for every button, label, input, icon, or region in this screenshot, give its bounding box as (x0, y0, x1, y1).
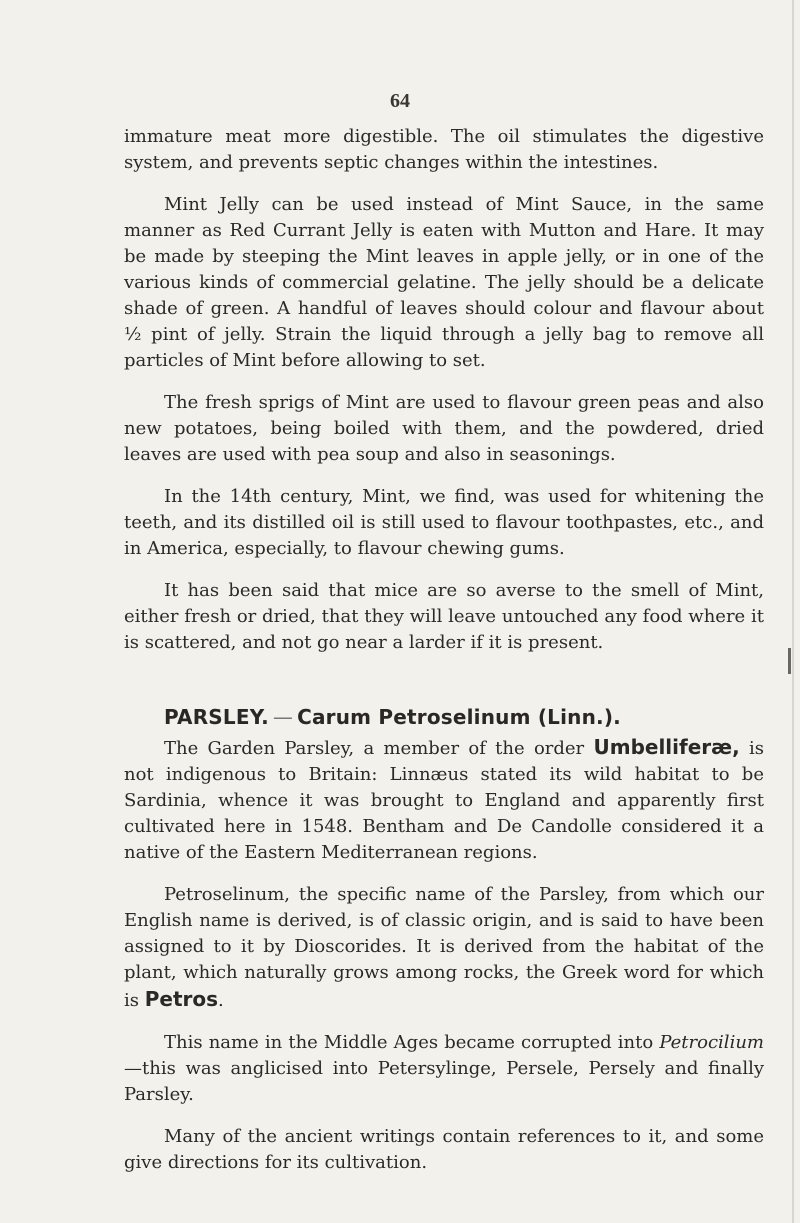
section-heading-name: PARSLEY. (164, 705, 269, 729)
paragraph-14th-century: In the 14th century, Mint, we find, was used for whitening the teeth, and its distilled oil is still used to flavour toothpastes, etc., and in America, especially, to flavour chewing gums. (124, 486, 764, 559)
greek-word: Petros (144, 987, 219, 1011)
paragraph-digestion: immature meat more digestible. The oil stimulates the digestive system, and prevents septic changes within the intestines. (124, 126, 764, 173)
section-heading-latin: Carum Petroselinum (Linn.). (297, 705, 621, 729)
paragraph-fresh-sprigs: The fresh sprigs of Mint are used to flavour green peas and also new potatoes, being boiled with them, and the powdered, dried leaves are used with pea soup and also in seasonings. (124, 392, 764, 465)
petrocilium-word: Petrocilium (659, 1032, 764, 1053)
page-body (124, 124, 764, 1192)
garden-parsley-text-end: is not indigenous to Britain: Linnæus stated its wild habitat to be Sardinia, whence it was brought to England and apparently first cultivated here in 1548. Bentham and De Candolle considered it a native of the Eastern Mediterranean regions. (124, 738, 765, 863)
petroselinum-text-start: Petroselinum, the specific name of the Parsley, from which our English name is derived, is of classic origin, and is said to have been assigned to it by Dioscorides. It is derived from the habitat of the plant, which naturally grows among rocks, the Greek word for which is (124, 884, 764, 1011)
margin-mark (788, 648, 791, 674)
paragraph-mint-jelly: Mint Jelly can be used instead of Mint Sauce, in the same manner as Red Currant Jelly is eaten with Mutton and Hare. It may be made by steeping the Mint leaves in apple jelly, or in one of the various kinds of commercial gelatine. The jelly should be a delicate shade of green. A handful of leaves should colour and flavour about ½ pint of jelly. Strain the liquid through a jelly bag to remove all particles of Mint before allowing to set. (124, 194, 764, 371)
page-number: 64 (390, 90, 410, 112)
section-heading-parsley (124, 704, 764, 730)
middle-ages-text-end: —this was anglicised into Petersylinge, Persele, Persely and finally Parsley. (124, 1058, 764, 1105)
paragraph-middle-ages (124, 1030, 764, 1108)
page-edge-shadow (792, 0, 794, 1223)
paragraph-ancient-writings: Many of the ancient writings contain references to it, and some give directions for its cultivation. (124, 1126, 764, 1173)
section-heading-dash: — (272, 705, 294, 729)
garden-parsley-text-start: The Garden Parsley, a member of the order (164, 738, 594, 759)
middle-ages-text-start: This name in the Middle Ages became corrupted into (164, 1032, 660, 1053)
petroselinum-text-end: . (218, 990, 224, 1011)
paragraph-petroselinum (124, 882, 764, 1014)
paragraph-mice: It has been said that mice are so averse to the smell of Mint, either fresh or dried, that they will leave untouched any food where it is scattered, and not go near a larder if it is present. (124, 580, 764, 653)
paragraph-garden-parsley (124, 734, 764, 866)
order-name: Umbelliferæ, (593, 735, 740, 759)
